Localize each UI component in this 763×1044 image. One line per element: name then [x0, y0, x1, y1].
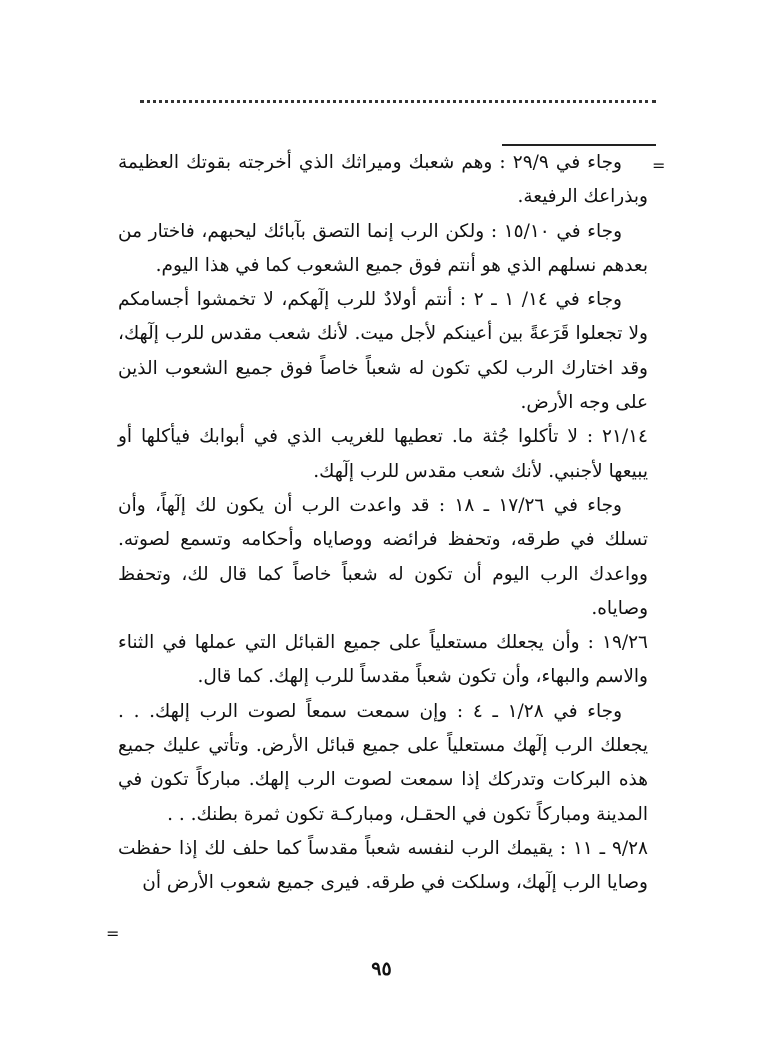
paragraph-deut-28-9-11: ٩/٢٨ ـ ١١ : يقيمك الرب لنفسه شعباً مقدساً كما حلف لك إذا حفظت وصايا الرب إلٓهك، وسلكت في طرقه. فيرى جميع شعوب الأرض أن [118, 837, 648, 894]
paragraph-deut-26-17-18: وجاء في ١٧/٢٦ ـ ١٨ : قد واعدت الرب أن يكون لك إلٓهاً، وأن تسلك في طرقه، وتحفظ فرائضه ووصاياه وأحكامه وتسمع لصوته. وواعدك الرب اليوم أن تكون له شعباً خاصاً كما قال لك، وتحفظ وصاياه. [118, 494, 648, 619]
paragraph-deut-14-21: ٢١/١٤ : لا تأكلوا جُثة ما. تعطيها للغريب الذي في أبوابك فيأكلها أو يبيعها لأجنبي. لأنك شعب مقدس للرب إلٓهك. [118, 426, 648, 482]
paragraph-deut-28-1-4: وجاء في ١/٢٨ ـ ٤ : وإن سمعت سمعاً لصوت الرب إلهك. . . يجعلك الرب إلٓهك مستعلياً على جميع قبائل الأرض. وتأتي عليك جميع هذه البركات وتدركك إذا سمعت لصوت الرب إلهك. مباركاً تكون في المدينة ومباركاً تكون في الحقـل، ومباركـة تكون ثمرة بطنك. . . [118, 700, 648, 825]
continuation-mark-top: = [652, 156, 666, 175]
paragraph-deut-14-1-2: وجاء في ١٤/ ١ ـ ٢ : أنتم أولادٌ للرب إلٓهكم، لا تخمشوا أجسامكم ولا تجعلوا قَرَعةً بين أعينكم لأجل ميت. لأنك شعب مقدس للرب إلٓهك، وقد اختارك الرب لكي تكون له شعباً خاصاً فوق جميع الشعوب الذين على وجه الأرض. [118, 289, 648, 414]
paragraph-deut-10-15: وجاء في ١٥/١٠ : ولكن الرب إنما التصق بآبائك ليحبهم، فاختار من بعدهم نسلهم الذي هو أنتم فوق جميع الشعوب كما في هذا اليوم. [118, 220, 648, 276]
footnote-text-block [118, 146, 648, 901]
page-number: ٩٥ [371, 958, 392, 980]
paragraph-deut-26-19: ١٩/٢٦ : وأن يجعلك مستعلياً على جميع القبائل التي عملها في الثناء والاسم والبهاء، وأن تكون شعباً مقدساً للرب إلهك. كما قال. [118, 632, 648, 688]
paragraph-deut-29-9: وجاء في ٢٩/٩ : وهم شعبك وميراثك الذي أخرجته بقوتك العظيمة وبذراعك الرفيعة. [118, 152, 648, 208]
continuation-mark-bottom: = [106, 924, 120, 943]
header-dotted-rule [140, 100, 656, 103]
